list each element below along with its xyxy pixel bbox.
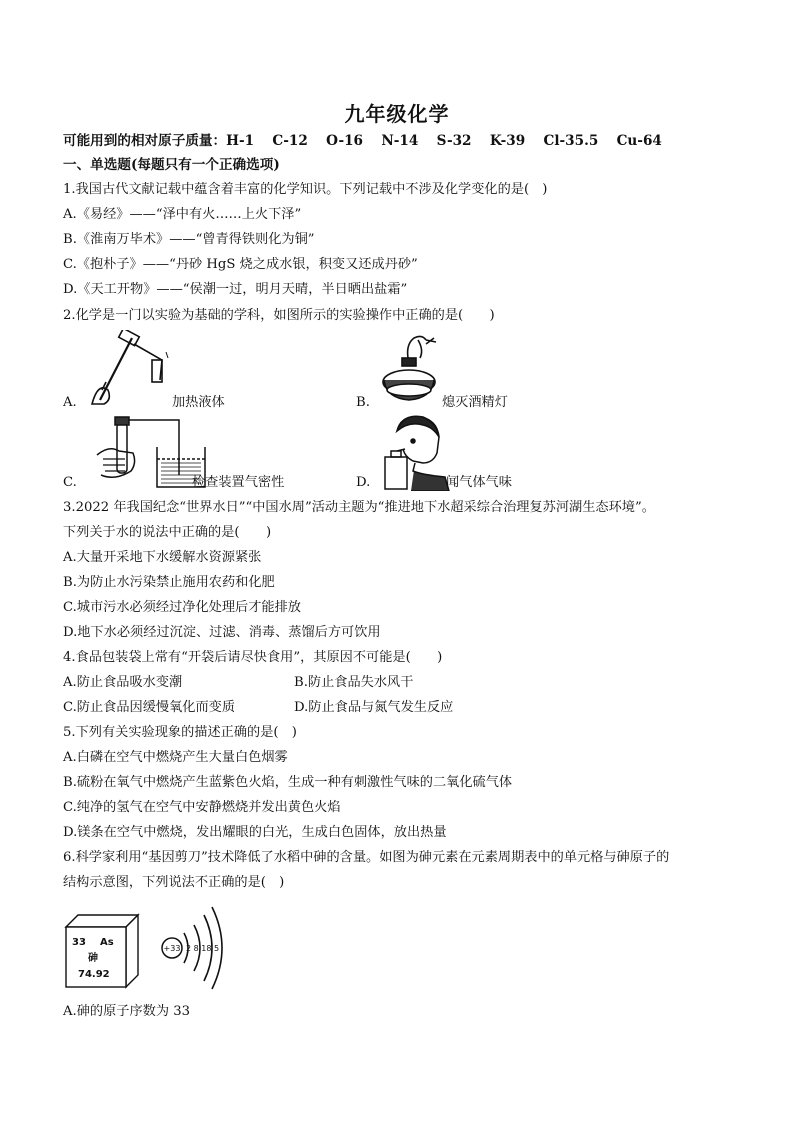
q1-option-b: B.《淮南万毕术》——“曾青得铁则化为铜” <box>63 232 315 247</box>
q2-option-d-caption: 闻气体气味 <box>446 475 512 490</box>
cell-mass: 74.92 <box>78 969 110 980</box>
q6-stem-line1: 6.科学家利用“基因剪刀”技术降低了水稻中砷的含量。如图为砷元素在元素周期表中的单元格与砷原子的 <box>63 850 670 865</box>
q5-option-c: C.纯净的氢气在空气中安静燃烧并发出黄色火焰 <box>63 800 341 815</box>
q2-option-a-caption: 加热液体 <box>172 395 225 410</box>
q4-option-d: D.防止食品与氮气发生反应 <box>294 700 454 715</box>
heating-liquid-figure <box>88 330 178 405</box>
q1-stem: 1.我国古代文献记载中蕴含着丰富的化学知识。下列记载中不涉及化学变化的是( ) <box>63 182 548 197</box>
electron-shells: 2 8 18 5 <box>186 944 220 953</box>
q4-option-b: B.防止食品失水风干 <box>294 675 414 690</box>
q3-option-b: B.为防止水污染禁止施用农药和化肥 <box>63 575 275 590</box>
q5-option-d: D.镁条在空气中燃烧，发出耀眼的白光，生成白色固体，放出热量 <box>63 825 447 840</box>
q3-option-d: D.地下水必须经过沉淀、过滤、消毒、蒸馏后方可饮用 <box>63 625 381 640</box>
cell-symbol: As <box>100 937 114 948</box>
arsenic-element-cell <box>64 913 144 989</box>
q2-option-b-caption: 熄灭酒精灯 <box>442 395 508 410</box>
q1-option-c: C.《抱朴子》——“丹砂 HgS 烧之成水银，积变又还成丹砂” <box>63 257 418 272</box>
q1-option-a: A.《易经》——“泽中有火……上火下泽” <box>63 207 302 222</box>
q3-option-c: C.城市污水必须经过净化处理后才能排放 <box>63 600 301 615</box>
q6-stem-line2: 结构示意图，下列说法不正确的是( ) <box>63 875 285 890</box>
alcohol-lamp-figure <box>378 330 448 405</box>
nucleus-charge: +33 <box>163 944 181 953</box>
q3-option-a: A.大量开采地下水缓解水资源紧张 <box>63 550 262 565</box>
section-heading: 一、单选题(每题只有一个正确选项) <box>63 157 280 173</box>
q3-stem-line1: 3.2022 年我国纪念“世界水日”“中国水周”活动主题为“推进地下水超采综合治理复苏河湖生态环境”。 <box>63 500 655 515</box>
q2-option-c-letter: C. <box>63 475 77 490</box>
q4-stem: 4.食品包装袋上常有“开袋后请尽快食用”，其原因不可能是( ) <box>63 650 443 665</box>
q2-option-c-caption: 检查装置气密性 <box>192 475 285 490</box>
arsenic-atom-structure <box>158 903 230 993</box>
q2-option-d-letter: D. <box>356 475 371 490</box>
q1-option-d: D.《天工开物》——“侯潮一过，明月天晴，半日晒出盐霜” <box>63 282 408 297</box>
cell-atomic-number: 33 <box>72 937 86 948</box>
q2-option-a-letter: A. <box>63 395 77 410</box>
q5-option-a: A.白磷在空气中燃烧产生大量白色烟雾 <box>63 750 288 765</box>
q5-option-b: B.硫粉在氧气中燃烧产生蓝紫色火焰，生成一种有刺激性气味的二氧化硫气体 <box>63 775 513 790</box>
q3-stem-line2: 下列关于水的说法中正确的是( ) <box>63 525 272 540</box>
smelling-gas-figure <box>383 413 453 491</box>
page-title: 九年级化学 <box>344 102 450 126</box>
q4-option-c: C.防止食品因缓慢氧化而变质 <box>63 700 236 715</box>
cell-name: 砷 <box>88 953 98 964</box>
q4-option-a: A.防止食品吸水变潮 <box>63 675 183 690</box>
q2-option-b-letter: B. <box>356 395 370 410</box>
q5-stem: 5.下列有关实验现象的描述正确的是( ) <box>63 725 297 740</box>
q2-stem: 2.化学是一门以实验为基础的学科，如图所示的实验操作中正确的是( ) <box>63 308 495 323</box>
q6-option-a: A.砷的原子序数为 33 <box>63 1004 190 1019</box>
atomic-mass-line: 可能用到的相对原子质量：H-1 C-12 O-16 N-14 S-32 K-39 Cl-35.5 Cu-64 <box>63 133 662 149</box>
